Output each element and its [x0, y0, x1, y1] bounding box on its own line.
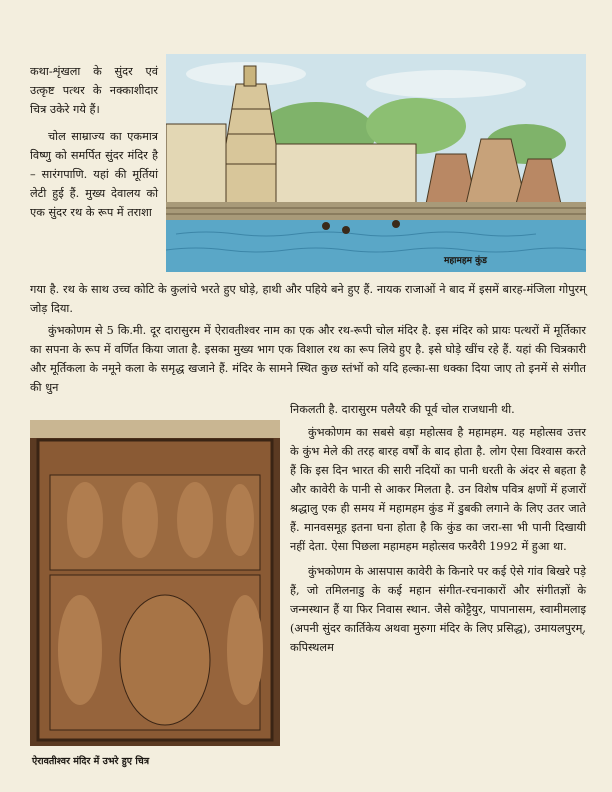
right-column: [290, 400, 586, 657]
villages-paragraph: कुंभकोणम के आसपास कावेरी के किनारे पर कई ऐसे गांव बिखरे पड़े हैं, जो तमिलनाडु के कई महान संगीत-रचनाकारों और संगीतज्ञों के जन्मस्थान हैं या फिर निवास स्थान. जैसे कोट्टैयुर, पापानासम, स्वामीमलाइ (अपनी सुंदर कार्तिकेय अथवा मुरुगा मंदिर के लिए प्रसिद्ध), उमायलपुरम्, कपिस्थलम: [290, 565, 586, 654]
darasuram-paragraph: कुंभकोणम से 5 कि.मी. दूर दारासुरम में ऐरावतीश्वर नाम का एक और रथ-रूपी चोल मंदिर है. इस मंदिर को प्रायः पत्थरों में मूर्तिकार का सपना के रूप में वर्णित किया जाता है. इसका मुख्य भाग एक विशाल रथ का रूप लिये हुए है. इसे घोड़े खींच रहे हैं. यहां की चित्रकारी और मूर्तिकला के नमूने कला के समृद्ध खजाने हैं. मंदिर के सामने स्थित कुछ स्तंभों को यदि हल्का-सा धक्का दिया जाए तो इनमें से संगीत की धुन: [30, 324, 587, 394]
illustration-caption: महामहम कुंड: [444, 256, 487, 266]
mahamaham-paragraph: कुंभकोणम का सबसे बड़ा महोत्सव है महामहम. यह महोत्सव उत्तर के कुंभ मेले की तरह बारह वर्षों के बाद होता है. लोग ऐसा विश्वास करते हैं कि इस दिन भारत की सारी नदियों का पानी धरती के अंदर से बहता है और कावेरी के पानी से आकर मिलता है. उन विशेष पवित्र क्षणों में हजारों श्रद्धालु एक ही समय में महामहम कुंड में डुबकी लगाने के लिए उतर जाते हैं. मानवसमूह इतना घना होता है कि कुंड का जरा-सा भी पानी दिखायी नहीं देता. ऐसा पिछला महामहम महोत्सव फरवैरी 1992 में हुआ था.: [290, 426, 586, 553]
intro-paragraph: कथा-शृंखला के सुंदर एवं उत्कृष्ट पत्थर के नक्काशीदार चित्र उकेरे गये हैं।: [30, 65, 158, 116]
mahamaham-tank-illustration: [166, 54, 586, 272]
darasuram-paragraph-block: [30, 321, 586, 397]
chariot-continuation: [30, 280, 586, 318]
darasuram-continuation: निकलती है. दारासुरम पलैयरै की पूर्व चोल राजधानी थी.: [290, 403, 515, 416]
airavatesvara-relief-photo: [30, 420, 280, 746]
photo-caption: ऐरावतीश्वर मंदिर में उभरे हुए चित्र: [32, 756, 150, 767]
para2-continuation: गया है. रथ के साथ उच्च कोटि के कुलांचे भरते हुए घोड़े, हाथी और पहिये बने हुए हैं. नायक राजाओं ने बाद में इसमें बारह-मंजिला गोपुरम् जोड़ दिया.: [30, 283, 586, 315]
intro-column: [30, 62, 158, 222]
sarangapani-paragraph: चोल साम्राज्य का एकमात्र विष्णु को समर्पित सुंदर मंदिर है – सारंगपाणि. यहां की मूर्तियां लेटी हुई हैं. मुख्य देवालय को एक सुंदर रथ के रूप में तराशा: [30, 130, 158, 219]
